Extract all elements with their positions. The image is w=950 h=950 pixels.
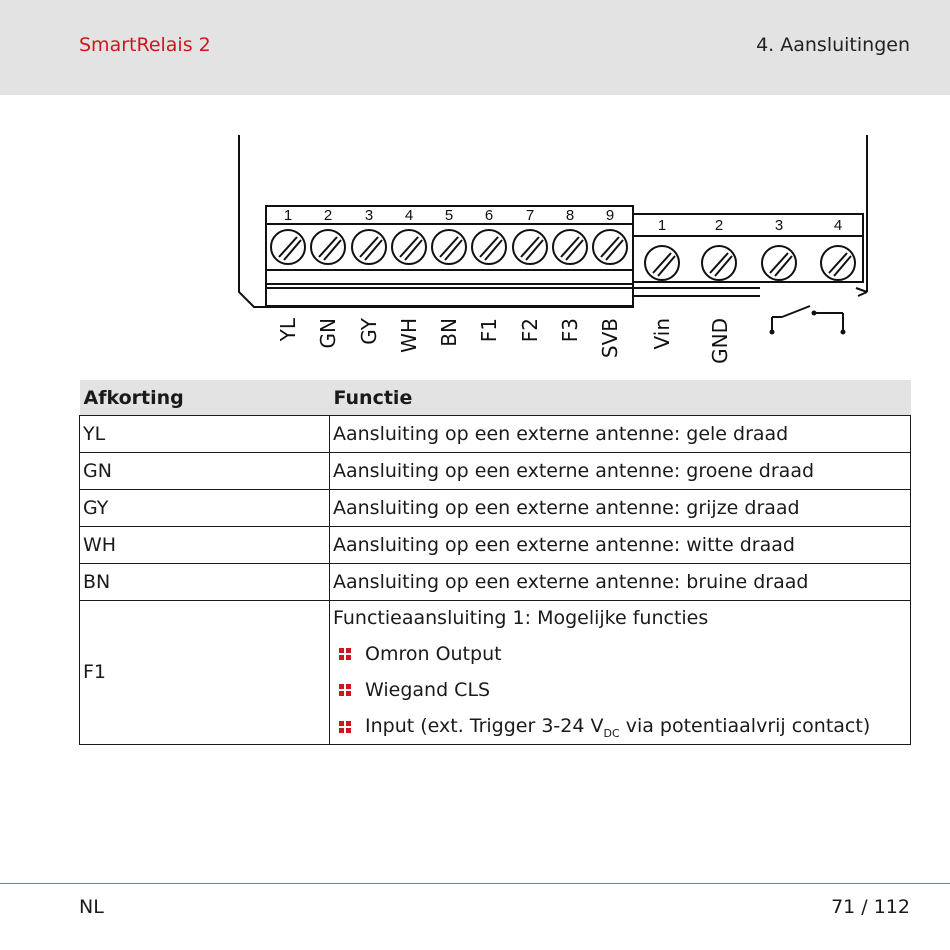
wire-label: YL xyxy=(276,318,300,342)
terminal-number: 3 xyxy=(364,207,374,224)
terminal-number: 3 xyxy=(774,217,784,234)
wire-label: WH xyxy=(397,318,421,353)
cell-function: Aansluiting op een externe antenne: groene draad xyxy=(330,453,911,490)
table-row xyxy=(80,527,911,564)
connection-table xyxy=(79,380,911,745)
cell-function: Aansluiting op een externe antenne: gele draad xyxy=(330,416,911,453)
wire-label: F3 xyxy=(558,318,582,343)
housing-left-outline xyxy=(239,135,634,307)
table-row-f1 xyxy=(80,601,911,745)
bullet-square-icon xyxy=(339,648,351,660)
header-abbreviation: Afkorting xyxy=(80,380,330,416)
cell-abbreviation: YL xyxy=(80,416,330,453)
wire-label: GN xyxy=(316,318,340,349)
page-number: 71 / 112 xyxy=(831,896,910,918)
bullet-text: Omron Output xyxy=(365,643,502,665)
terminal-diagram xyxy=(0,0,950,380)
terminal-number: 5 xyxy=(444,207,454,224)
section-title: 4. Aansluitingen xyxy=(756,34,910,56)
table-row xyxy=(80,416,911,453)
brand-title: SmartRelais 2 xyxy=(79,34,211,56)
wire-label: SVB xyxy=(598,318,622,359)
bullet-text: Input (ext. Trigger 3-24 $V_{DC}$ via potentiaalvrij contact) xyxy=(365,715,871,740)
table-row xyxy=(80,564,911,601)
bullet-square-icon xyxy=(339,684,351,696)
terminal-number: 2 xyxy=(323,207,333,224)
bullet-square-icon xyxy=(339,721,351,733)
cell-abbreviation: GN xyxy=(80,453,330,490)
table-row xyxy=(80,490,911,527)
wire-label: GY xyxy=(357,318,381,345)
cell-function: Aansluiting op een externe antenne: witte draad xyxy=(330,527,911,564)
terminal-number: 4 xyxy=(833,217,843,234)
terminal-number: 1 xyxy=(657,217,667,234)
terminal-number: 7 xyxy=(525,207,535,224)
footer-divider xyxy=(0,883,950,884)
wire-label: GND xyxy=(708,318,732,364)
wire-label: F1 xyxy=(477,318,501,343)
bullet-item xyxy=(339,715,907,740)
f1-functions-title: Functieaansluiting 1: Mogelijke functies xyxy=(333,607,709,629)
wire-label: Vin xyxy=(650,318,674,350)
table-row xyxy=(80,453,911,490)
wire-label: F2 xyxy=(518,318,542,343)
cell-function: Aansluiting op een externe antenne: grijze draad xyxy=(330,490,911,527)
cell-abbreviation: GY xyxy=(80,490,330,527)
terminal-number: 1 xyxy=(283,207,293,224)
bullet-item xyxy=(339,643,907,665)
cell-function: Aansluiting op een externe antenne: bruine draad xyxy=(330,564,911,601)
cell-abbreviation: F1 xyxy=(80,601,330,745)
table-header-row xyxy=(80,380,911,416)
cell-abbreviation: WH xyxy=(80,527,330,564)
bullet-item xyxy=(339,679,907,701)
terminal-number: 8 xyxy=(565,207,575,224)
bullet-text: Wiegand CLS xyxy=(365,679,491,701)
header-function: Functie xyxy=(330,380,911,416)
wire-label: BN xyxy=(437,318,461,347)
terminal-number: 4 xyxy=(404,207,414,224)
relay-switch-symbol xyxy=(772,306,843,332)
terminal-number: 9 xyxy=(605,207,615,224)
cell-abbreviation: BN xyxy=(80,564,330,601)
footer-language: NL xyxy=(79,896,104,918)
terminal-number: 2 xyxy=(714,217,724,234)
cell-function xyxy=(330,601,911,745)
terminal-number: 6 xyxy=(484,207,494,224)
